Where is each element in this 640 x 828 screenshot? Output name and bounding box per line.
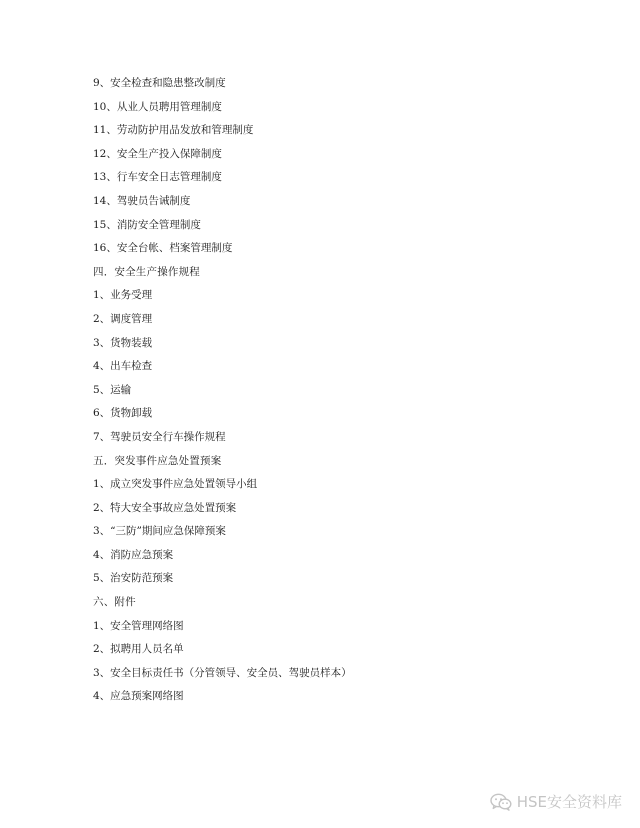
list-item: 5、治安防范预案: [93, 572, 174, 585]
list-item: 3、安全目标责任书（分管领导、安全员、驾驶员样本）: [93, 666, 352, 679]
section-heading: 四．安全生产操作规程: [93, 265, 200, 278]
list-item: 11、劳动防护用品发放和管理制度: [93, 124, 254, 137]
wechat-icon: [490, 793, 512, 811]
list-item: 5、运输: [93, 383, 132, 396]
document-body: [93, 72, 593, 709]
list-item: 4、应急预案网络图: [93, 690, 184, 703]
list-item: 16、安全台帐、档案管理制度: [93, 242, 233, 255]
list-item: 10、从业人员聘用管理制度: [93, 100, 222, 113]
watermark: [490, 791, 622, 812]
list-item: 14、驾驶员告诫制度: [93, 194, 191, 207]
list-item: 3、“三防”期间应急保障预案: [93, 525, 226, 538]
list-item: 4、出车检查: [93, 360, 153, 373]
list-item: 2、特大安全事故应急处置预案: [93, 501, 237, 514]
list-item: 3、货物装载: [93, 336, 153, 349]
list-item: 2、拟聘用人员名单: [93, 643, 184, 656]
list-item: 6、货物卸载: [93, 407, 153, 420]
list-item: 7、驾驶员安全行车操作规程: [93, 430, 226, 443]
section-heading: 六、附件: [93, 596, 136, 609]
section-heading: 五．突发事件应急处置预案: [93, 454, 222, 467]
list-item: 1、业务受理: [93, 289, 153, 302]
list-item: 13、行车安全日志管理制度: [93, 171, 222, 184]
list-item: 12、安全生产投入保障制度: [93, 147, 222, 160]
list-item: 2、调度管理: [93, 312, 153, 325]
list-item: 1、成立突发事件应急处置领导小组: [93, 478, 258, 491]
list-item: 1、安全管理网络图: [93, 619, 184, 632]
list-item: 4、消防应急预案: [93, 548, 174, 561]
watermark-text: HSE安全资料库: [516, 793, 622, 811]
list-item: 15、消防安全管理制度: [93, 218, 201, 231]
list-item: 9、安全检查和隐患整改制度: [93, 77, 226, 89]
